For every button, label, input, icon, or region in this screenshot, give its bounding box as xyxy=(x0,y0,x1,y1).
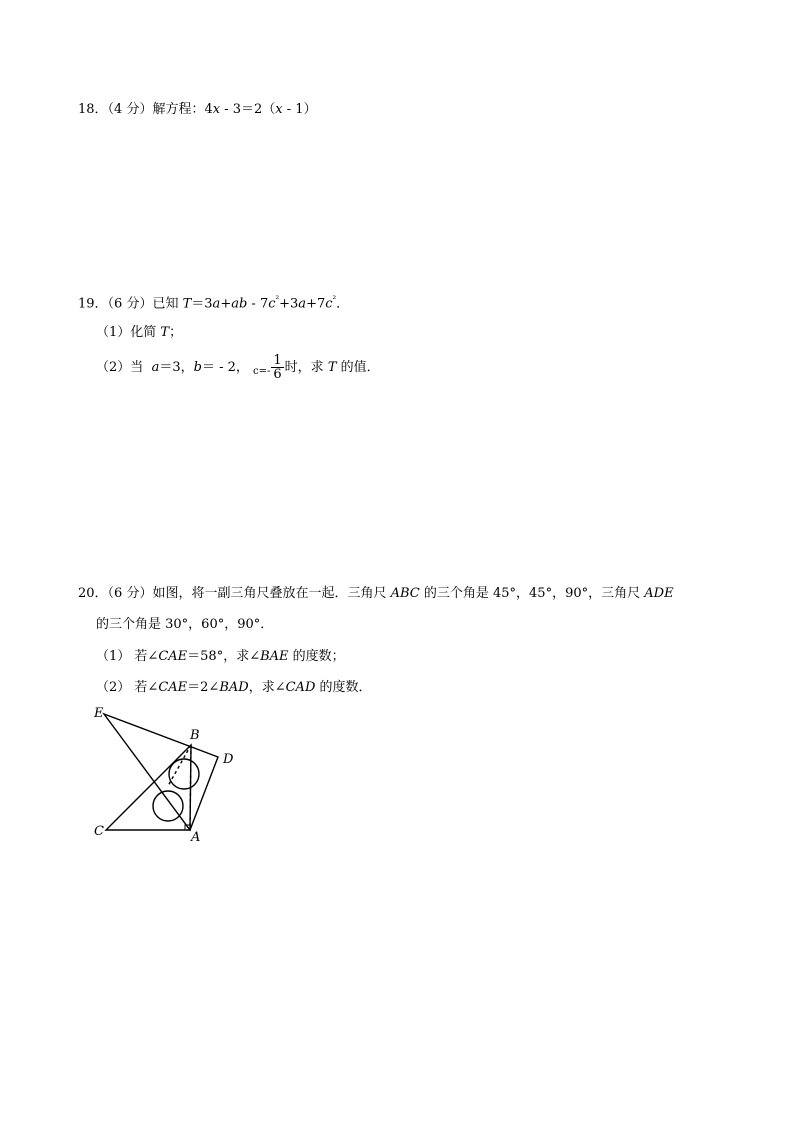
hole-circle-lower xyxy=(153,791,183,821)
question-19-part-2: （2）当 a＝3，b＝ - 2， $_{c=-}$ $\frac{1}{6}$ 时，求 T 的值． xyxy=(96,353,380,382)
triangle-ade xyxy=(104,714,218,830)
question-20-part-1: （1） 若∠CAE＝58°，求∠BAE 的度数； xyxy=(96,649,345,664)
question-score: （6 分） xyxy=(107,296,153,312)
label-b: B xyxy=(190,728,200,743)
dashed-line-b-ed xyxy=(168,745,191,786)
label-e: E xyxy=(94,706,104,721)
question-score: （4 分） xyxy=(107,102,153,117)
question-number: 19． xyxy=(78,296,108,312)
question-18: 18．（4 分）解方程：4x - 3＝2（x - 1） xyxy=(78,102,317,117)
question-label: 解方程： xyxy=(152,102,205,117)
question-20-part-2: （2） 若∠CAE＝2∠BAD，求∠CAD 的度数． xyxy=(96,680,372,695)
fraction: $\frac{1}{6}$ xyxy=(273,353,282,382)
right-angle-marker xyxy=(185,825,190,830)
dashed-line-ab xyxy=(190,745,191,830)
label-a: A xyxy=(191,830,201,845)
question-19: 19．（6 分）已知 $T=3a+ab - 7c^{^2}+3a+7c^{^2}$． xyxy=(78,295,350,312)
hole-circle-upper xyxy=(169,759,199,789)
question-number: 20． xyxy=(78,586,108,601)
question-19-part-1: （1）化简 T； xyxy=(96,325,183,340)
question-20-continued: 的三个角是 30°，60°，90°． xyxy=(96,617,274,632)
question-number: 18． xyxy=(78,102,108,117)
triangle-abc xyxy=(106,745,191,830)
question-score: （6 分） xyxy=(107,586,153,601)
label-d: D xyxy=(223,752,234,767)
label-c: C xyxy=(94,824,104,839)
question-20: 20．（6 分）如图，将一副三角尺叠放在一起．三角尺 ABC 的三个角是 45°，45°，90°，三角尺 ADE xyxy=(78,586,674,601)
